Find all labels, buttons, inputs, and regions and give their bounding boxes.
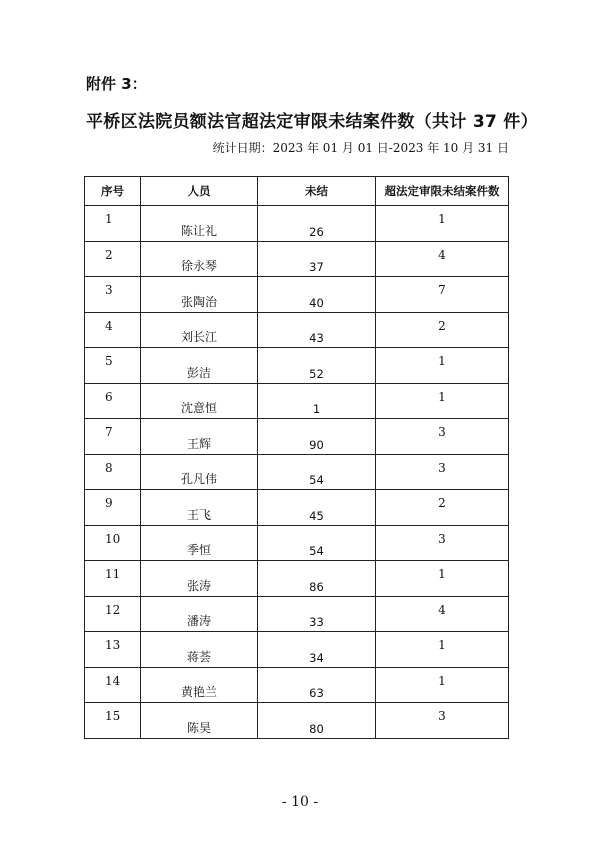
cell-person: 沈意恒 <box>141 383 258 419</box>
cell-overdue: 2 <box>376 490 509 526</box>
cell-pending: 80 <box>258 703 376 739</box>
cell-seq: 11 <box>85 561 141 597</box>
table-row <box>85 632 509 668</box>
cell-seq: 4 <box>85 312 141 348</box>
cell-pending: 90 <box>258 419 376 455</box>
table-row <box>85 312 509 348</box>
statistics-date: 统计日期：2023 年 01 月 01 日-2023 年 10 月 31 日 <box>212 141 509 155</box>
table-row <box>85 454 509 490</box>
cell-person: 孔凡伟 <box>141 454 258 490</box>
cell-person: 徐永琴 <box>141 241 258 277</box>
header-person: 人员 <box>141 177 258 206</box>
cell-seq: 10 <box>85 525 141 561</box>
cell-pending: 43 <box>258 312 376 348</box>
table-row <box>85 277 509 313</box>
cell-person: 刘长江 <box>141 312 258 348</box>
cell-overdue: 1 <box>376 383 509 419</box>
attachment-label: 附件 3： <box>86 75 147 93</box>
cell-seq: 12 <box>85 596 141 632</box>
table-row <box>85 348 509 384</box>
table-header-row <box>85 177 509 206</box>
cell-overdue: 1 <box>376 667 509 703</box>
cell-person: 蒋荟 <box>141 632 258 668</box>
cell-overdue: 7 <box>376 277 509 313</box>
table-row <box>85 561 509 597</box>
header-seq: 序号 <box>85 177 141 206</box>
cell-person: 彭洁 <box>141 348 258 384</box>
cell-overdue: 3 <box>376 419 509 455</box>
cell-pending: 34 <box>258 632 376 668</box>
cell-person: 张陶治 <box>141 277 258 313</box>
document-title: 平桥区法院员额法官超法定审限未结案件数（共计 37 件） <box>86 112 538 132</box>
cell-pending: 45 <box>258 490 376 526</box>
cell-seq: 7 <box>85 419 141 455</box>
cell-pending: 54 <box>258 454 376 490</box>
table-row <box>85 596 509 632</box>
cell-seq: 6 <box>85 383 141 419</box>
cell-seq: 3 <box>85 277 141 313</box>
cell-person: 陈昊 <box>141 703 258 739</box>
table-row <box>85 703 509 739</box>
cell-overdue: 1 <box>376 561 509 597</box>
page-number: - 10 - <box>281 794 319 810</box>
header-pending: 未结 <box>258 177 376 206</box>
table-row <box>85 206 509 242</box>
cell-seq: 9 <box>85 490 141 526</box>
cell-person: 王辉 <box>141 419 258 455</box>
header-overdue: 超法定审限未结案件数 <box>376 177 509 206</box>
cell-overdue: 4 <box>376 241 509 277</box>
cell-pending: 52 <box>258 348 376 384</box>
table-body <box>85 206 509 739</box>
cell-person: 潘涛 <box>141 596 258 632</box>
cell-person: 季恒 <box>141 525 258 561</box>
cell-person: 黄艳兰 <box>141 667 258 703</box>
table-row <box>85 419 509 455</box>
table-row <box>85 667 509 703</box>
cell-pending: 37 <box>258 241 376 277</box>
cell-pending: 33 <box>258 596 376 632</box>
cell-person: 王飞 <box>141 490 258 526</box>
table-row <box>85 383 509 419</box>
cell-overdue: 1 <box>376 348 509 384</box>
cell-pending: 26 <box>258 206 376 242</box>
cell-overdue: 4 <box>376 596 509 632</box>
overdue-cases-table <box>84 176 509 739</box>
cell-seq: 1 <box>85 206 141 242</box>
cell-overdue: 3 <box>376 454 509 490</box>
cell-person: 陈让礼 <box>141 206 258 242</box>
cell-overdue: 1 <box>376 206 509 242</box>
table-row <box>85 525 509 561</box>
cell-seq: 2 <box>85 241 141 277</box>
cell-seq: 13 <box>85 632 141 668</box>
cell-seq: 15 <box>85 703 141 739</box>
cell-pending: 63 <box>258 667 376 703</box>
table-row <box>85 241 509 277</box>
cell-pending: 86 <box>258 561 376 597</box>
cell-person: 张涛 <box>141 561 258 597</box>
cell-overdue: 3 <box>376 525 509 561</box>
cell-pending: 1 <box>258 383 376 419</box>
table-row <box>85 490 509 526</box>
cell-seq: 8 <box>85 454 141 490</box>
cell-overdue: 1 <box>376 632 509 668</box>
cell-pending: 54 <box>258 525 376 561</box>
cell-overdue: 3 <box>376 703 509 739</box>
cell-seq: 5 <box>85 348 141 384</box>
cell-overdue: 2 <box>376 312 509 348</box>
cell-seq: 14 <box>85 667 141 703</box>
cell-pending: 40 <box>258 277 376 313</box>
